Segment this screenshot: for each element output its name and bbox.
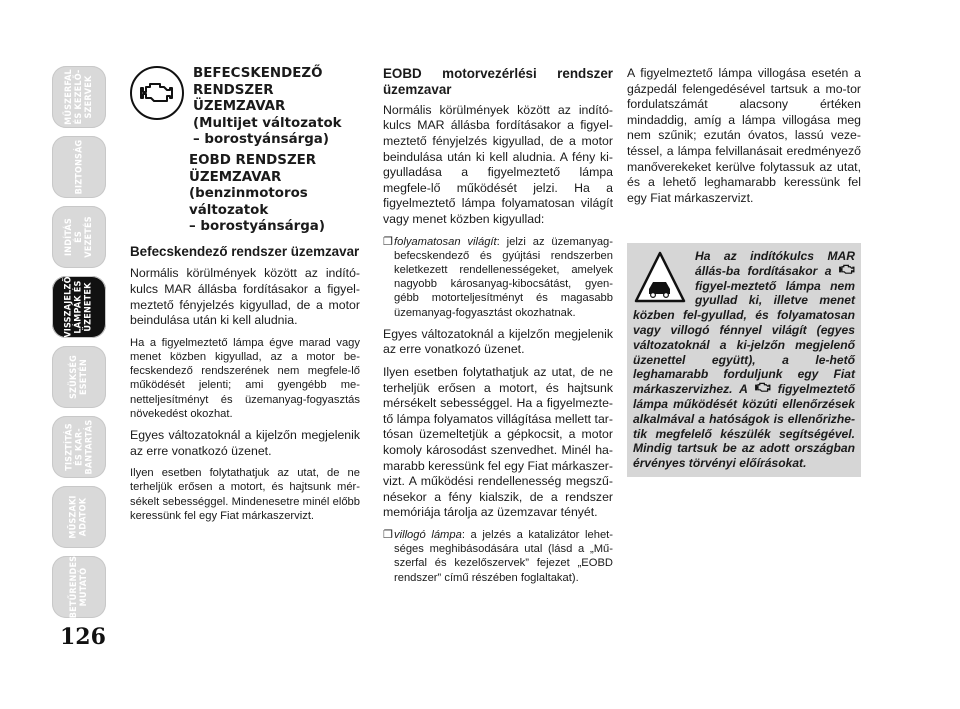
paragraph: Ilyen esetben folytathatjuk az utat, de ne terheljük erősen a motort, és hajtsunk mérsékelt sebességgel. Ha a figyelmezte-tő lámpa folyamatos villágítása mellett tar-tósan üzemeltetjük a gépkocsit, a motor komoly károsodást szenvedhet. Minél ha-marabb keressünk fel egy Fiat márkaszer-vizt. A működési rendellenesség megszű-nésekor a fény kialszik, de a rendszer memóriája tárolja az üzemzavar tényét. — [383, 364, 613, 520]
column-2 — [383, 66, 613, 592]
section-title — [193, 66, 342, 149]
tab-inditas[interactable] — [52, 206, 106, 268]
column-1 — [130, 66, 360, 530]
title-line: – borostyánsárga) — [193, 132, 329, 148]
engine-warning-icon — [839, 264, 855, 278]
subheading: EOBD motorvezérlési rendszer üzemzavar — [383, 66, 613, 98]
tab-tisztitas[interactable] — [52, 416, 106, 478]
tab-label: SZÜKSÉG ESETÉN — [69, 355, 89, 399]
bullet-body: : a jelzés a katalizátor lehet-séges meghibásodására utal (lásd a „Mű-szerfal és kezelőszervek” fejezet „EOBD rendszer” című részében foglaltakat). — [394, 528, 614, 584]
warning-triangle-car-icon — [633, 249, 687, 305]
tab-biztonsag[interactable] — [52, 136, 106, 198]
bullet-item — [383, 528, 613, 585]
bullet-text — [394, 235, 613, 320]
engine-warning-icon — [755, 382, 778, 396]
tab-label: MŰSZERFAL ÉS KEZELŐ- SZERVEK — [64, 69, 94, 125]
warning-text-c: figyelmeztető lámpa működését közúti ellenőrzések alkalmával a hatóságok is ellenőrizhe-tik megfelelő készülék segítségével. Mindig tartsuk be az adott országban érvényes törvényi előírásokat. — [633, 382, 855, 471]
column-3 — [627, 66, 861, 213]
title-line: (benzinmotoros — [189, 186, 308, 202]
bullet-lead: villogó lámpa — [394, 528, 462, 541]
tab-label: TISZTÍTÁS ÉS KAR- BANTARTÁS — [64, 419, 94, 475]
warning-text-a: Ha az indítókulcs MAR állás-ba fordításakor a — [695, 249, 855, 278]
paragraph: Egyes változatoknál a kijelzőn megjelenik az erre vonatkozó üzenet. — [383, 326, 613, 357]
title-line: ÜZEMZAVAR — [193, 99, 286, 115]
bullet-item — [383, 235, 613, 320]
bullet-body: : jelzi az üzemanyag-befecskendező és gyújtási rendszerben keletkezett rendellenességeket, amelyek nagyobb károsanyag-kibocsátást, gyen-gébb motorteljesítményt és magasabb üzemanyag-fogyasztást okozhatnak. — [394, 235, 613, 319]
paragraph: Ilyen esetben folytathatjuk az utat, de ne terheljük erősen a motort, és hajtsunk mér-sékelt sebességgel. Mindenesetre minél előbb keressünk fel egy Fiat márkaszervizt. — [130, 467, 360, 522]
title-line: ÜZEMZAVAR — [189, 169, 282, 185]
warning-text-b: figyel-meztető lámpa nem gyullad ki, illetve menet közben fel-gyullad, és folyamatosan vagy villogó fénnyel világít (egyes változatoknál a ki-jelzőn megjelenő üzenettel együtt), a le-hető leghamarabb forduljunk egy Fiat márkaszervizhez. A — [633, 278, 855, 397]
title-line: változatok — [189, 202, 269, 218]
paragraph: Normális körülmények között az indító-kulcs MAR állásba fordításakor a figyel-meztető fényjelzés kigyullad, de a motor beindulása után ki kell aludnia. A fény ki-gyulladása a figyelmeztető lámpa megfele-lő működését jelzi. Ha a figyelmeztető lámpa folyamatosan világít vagy menet közben kigyullad: — [383, 102, 613, 226]
paragraph: Normális körülmények között az indító-kulcs MAR állásba fordításakor a figyel-meztető fényjelzés kigyullad, de a motor beindulása után ki kell aludnia. — [130, 266, 360, 328]
checkbox-bullet-icon: ❐ — [383, 235, 393, 248]
title-line: – borostyánsárga) — [189, 219, 325, 235]
engine-warning-icon — [130, 66, 184, 120]
page-number: 126 — [60, 624, 106, 650]
subheading: Befecskendező rendszer üzemzavar — [130, 243, 360, 259]
title-line: (Multijet változatok — [193, 115, 342, 131]
paragraph: Egyes változatoknál a kijelzőn megjelenik az erre vonatkozó üzenet. — [130, 427, 360, 458]
tab-label: INDÍTÁS ÉS VEZETÉS — [64, 216, 94, 258]
tab-betu[interactable] — [52, 556, 106, 618]
bullet-lead: folyamatosan világít — [394, 235, 497, 248]
tab-muszaki[interactable] — [52, 486, 106, 548]
tab-label: MŰSZAKI ADATOK — [68, 495, 89, 539]
section-title-block — [130, 66, 360, 149]
tab-label: BIZTONSÁG — [74, 139, 84, 195]
paragraph: A figyelmeztető lámpa villogása esetén a gázpedál felengedésével tartsuk a mo-tor fordulatszámát alacsony értéken mindaddig, amíg a lámpa villogása meg nem szűnik; ezután óvatos, lassú veze-téssel, a lámpa felvillanásait eredményező manőverekeket kerülve folytassuk az utat, és a lehető leghamarabb keressünk fel egy Fiat márkaszervizt. — [627, 66, 861, 205]
tab-muszerfal[interactable] — [52, 66, 106, 128]
title-line: EOBD RENDSZER — [189, 152, 317, 168]
paragraph: Ha a figyelmeztető lámpa égve marad vagy menet közben kigyullad, az a motor be-fecskendező rendszerének nem megfele-lő működését jelenti; ami gyengébb me-netteljesítményt és üzemanyag-fogyasztás növekedést okozhat. — [130, 336, 360, 420]
title-line: BEFECSKENDEZŐ — [193, 66, 323, 81]
bullet-text — [394, 528, 613, 585]
section-title-2 — [189, 153, 360, 236]
checkbox-bullet-icon: ❐ — [383, 528, 393, 541]
title-line: RENDSZER — [193, 82, 274, 98]
tab-label: VISSZAJELZŐ LÁMPÁK ÉS ÜZENETEK — [64, 276, 94, 338]
tab-label: BETŰRENDES MUTATÓ — [69, 555, 89, 619]
warning-box — [627, 243, 861, 477]
tab-visszajelzo[interactable] — [52, 276, 106, 338]
tab-szukseg[interactable] — [52, 346, 106, 408]
